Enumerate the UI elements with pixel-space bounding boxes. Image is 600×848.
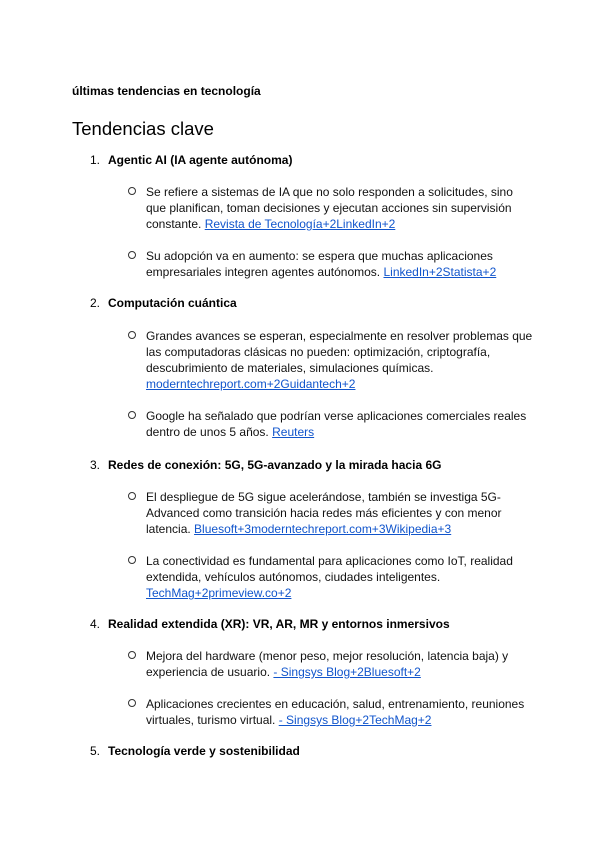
item-number: 5.: [90, 744, 101, 758]
list-item-5: [90, 744, 300, 758]
list-item-1: [90, 153, 292, 167]
bullet-text: Aplicaciones crecientes en educación, salud, entrenamiento, reuniones virtuales, turismo virtual.: [146, 697, 525, 727]
item-title: Computación cuántica: [108, 296, 237, 310]
source-link[interactable]: moderntechreport.com+2Guidantech+2: [146, 377, 356, 391]
source-link[interactable]: - Singsys Blog+2Bluesoft+2: [273, 665, 421, 679]
bullet-text: Se refiere a sistemas de IA que no solo responden a solicitudes, sino que planifican, toman decisiones y ejecutan acciones sin supervisión constante.: [146, 185, 513, 231]
list-item-3: [90, 458, 441, 472]
bullet-text: Mejora del hardware (menor peso, mejor resolución, latencia baja) y experiencia de usuario.: [146, 649, 509, 679]
circle-bullet-icon: [128, 411, 136, 419]
item-title: Redes de conexión: 5G, 5G-avanzado y la mirada hacia 6G: [108, 458, 442, 472]
item-number: 1.: [90, 153, 101, 167]
bullet-text: La conectividad es fundamental para aplicaciones como IoT, realidad extendida, vehículos autónomos, ciudades inteligentes.: [146, 554, 513, 584]
item-number: 2.: [90, 296, 101, 310]
document-title: últimas tendencias en tecnología: [72, 84, 261, 98]
item-number: 4.: [90, 617, 101, 631]
circle-bullet-icon: [128, 651, 136, 659]
section-heading: Tendencias clave: [72, 118, 214, 139]
circle-bullet-icon: [128, 492, 136, 500]
source-link[interactable]: Reuters: [272, 425, 315, 439]
circle-bullet-icon: [128, 556, 136, 564]
circle-bullet-icon: [128, 251, 136, 259]
source-link[interactable]: Bluesoft+3moderntechreport.com+3Wikipedia+3: [194, 522, 452, 536]
bullet-text: El despliegue de 5G sigue acelerándose, también se investiga 5G-Advanced como transición hacia redes más eficientes y con menor latencia.: [146, 490, 502, 536]
source-link[interactable]: TechMag+2primeview.co+2: [146, 586, 292, 600]
item-number: 3.: [90, 458, 101, 472]
circle-bullet-icon: [128, 699, 136, 707]
bullet-text: Google ha señalado que podrían verse aplicaciones comerciales reales dentro de unos 5 años.: [146, 409, 527, 439]
bullet-text: Grandes avances se esperan, especialmente en resolver problemas que las computadoras clásicas no pueden: optimización, criptografía, descubrimiento de materiales, simulaciones químicas.: [146, 329, 533, 375]
item-title: Realidad extendida (XR): VR, AR, MR y entornos inmersivos: [108, 617, 450, 631]
list-item-4: [90, 617, 450, 631]
item-title: Tecnología verde y sostenibilidad: [108, 744, 300, 758]
source-link[interactable]: Revista de Tecnología+2LinkedIn+2: [204, 217, 396, 231]
source-link[interactable]: - Singsys Blog+2TechMag+2: [278, 713, 432, 727]
circle-bullet-icon: [128, 331, 136, 339]
list-item-2: [90, 296, 237, 310]
bullet-text: Su adopción va en aumento: se espera que muchas aplicaciones empresariales integren agentes autónomos.: [146, 249, 493, 279]
circle-bullet-icon: [128, 187, 136, 195]
item-title: Agentic AI (IA agente autónoma): [108, 153, 293, 167]
source-link[interactable]: LinkedIn+2Statista+2: [383, 265, 497, 279]
